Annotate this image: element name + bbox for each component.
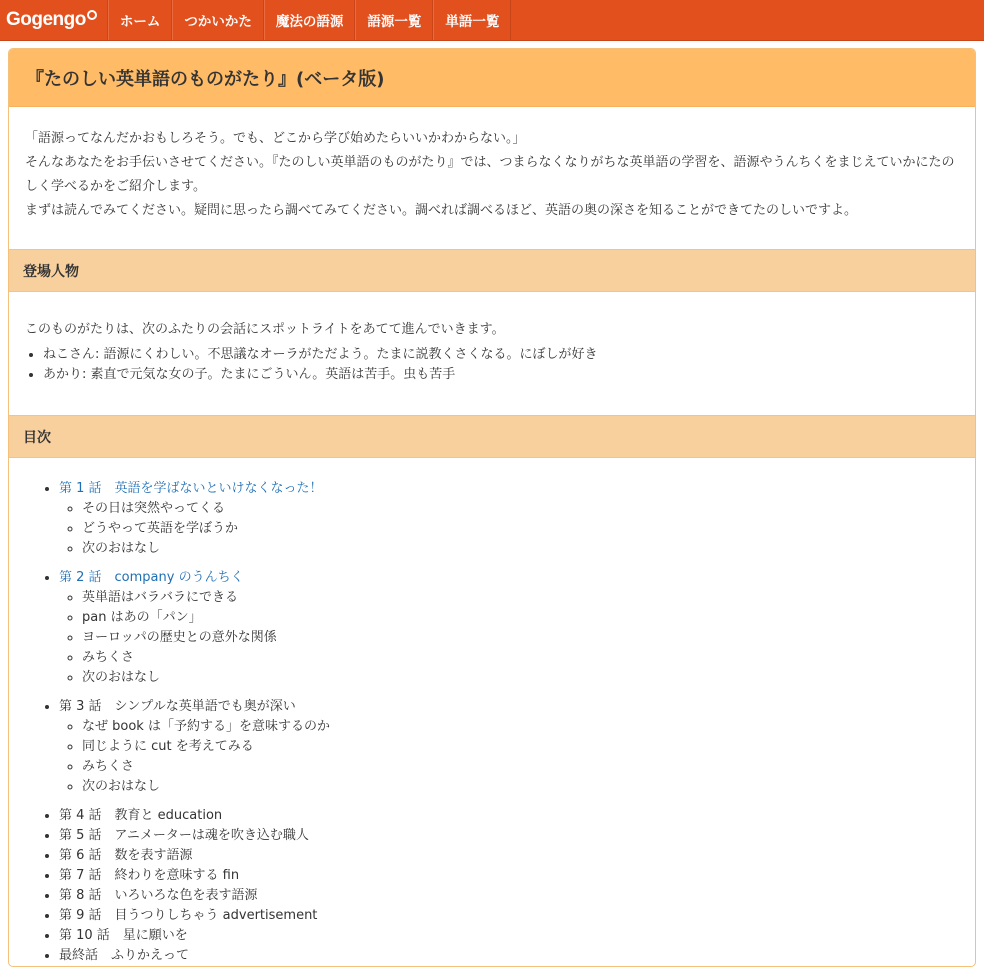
chapter-1-link[interactable]: 第 1 話 英語を学ばないといけなくなった！ bbox=[59, 481, 323, 496]
toc-chapter-6: • 第 6 話 数を表す語源 bbox=[59, 846, 959, 866]
intro-description: そんなあなたをお手伝いさせてください。『たのしい英単語のものがたり』では、つまらなくなりがちな英単語の学習を、語源やうんちくをまじえていかにたのしく学べるかをご紹介します。 bbox=[25, 155, 955, 194]
toc-chapter-4: • 第 4 話 教育と education bbox=[59, 806, 959, 826]
toc-body bbox=[9, 458, 975, 966]
list-item: ◦ pan はあの「パン」 bbox=[82, 608, 959, 628]
character-akari: • あかり: 素直で元気な女の子。たまにごういん。英語は苦手。虫も苦手 bbox=[43, 365, 959, 385]
page-title: 『たのしい英単語のものがたり』(ベータ版) bbox=[26, 68, 385, 90]
toc-list bbox=[25, 479, 959, 966]
list-item: ◦ 次のおはなし bbox=[82, 777, 959, 797]
main-panel bbox=[8, 48, 976, 967]
toc-header bbox=[9, 415, 975, 458]
list-item: ◦ みちくさ bbox=[82, 757, 959, 777]
toc-chapter-10: • 第 10 話 星に願いを bbox=[59, 926, 959, 946]
chapter-2-link[interactable]: 第 2 話 company のうんちく bbox=[59, 570, 244, 585]
brand-name: Gogengo bbox=[6, 9, 86, 30]
top-navbar bbox=[0, 0, 984, 41]
list-item: ◦ 英単語はバラバラにできる bbox=[82, 588, 959, 608]
chapter-1-sections bbox=[59, 499, 959, 559]
list-item: ◦ なぜ book は「予約する」を意味するのか bbox=[82, 717, 959, 737]
nav-home[interactable]: ホーム bbox=[108, 0, 173, 40]
characters-heading: 登場人物 bbox=[23, 263, 79, 280]
list-item: ◦ 同じように cut を考えてみる bbox=[82, 737, 959, 757]
toc-chapter-9: • 第 9 話 目うつりしちゃう advertisement bbox=[59, 906, 959, 926]
chapter-2-sections bbox=[59, 588, 959, 688]
list-item: ◦ その日は突然やってくる bbox=[82, 499, 959, 519]
logo-mark-icon bbox=[87, 10, 97, 20]
list-item: ◦ 次のおはなし bbox=[82, 668, 959, 688]
toc-final-chapter: • 最終話 ふりかえって bbox=[59, 946, 959, 966]
characters-body bbox=[9, 292, 975, 415]
nav-word-list[interactable]: 単語一覧 bbox=[433, 0, 511, 40]
list-item: ◦ どうやって英語を学ぼうか bbox=[82, 519, 959, 539]
toc-chapter-7: • 第 7 話 終わりを意味する fin bbox=[59, 866, 959, 886]
toc-chapter-5: • 第 5 話 アニメーターは魂を吹き込む職人 bbox=[59, 826, 959, 846]
toc-chapter-3 bbox=[59, 697, 959, 797]
nav-how-to-use[interactable]: つかいかた bbox=[172, 0, 264, 40]
list-item: ◦ みちくさ bbox=[82, 648, 959, 668]
toc-heading: 目次 bbox=[23, 429, 51, 446]
brand-logo[interactable] bbox=[0, 0, 108, 40]
characters-header bbox=[9, 249, 975, 292]
list-item: ◦ ヨーロッパの歴史との意外な関係 bbox=[82, 628, 959, 648]
intro-encouragement: まずは読んでみてください。疑問に思ったら調べてみてください。調べれば調べるほど、英語の奥の深さを知ることができてたのしいですよ。 bbox=[25, 203, 858, 218]
characters-list bbox=[25, 345, 959, 385]
chapter-3-sections bbox=[59, 717, 959, 797]
characters-lead: このものがたりは、次のふたりの会話にスポットライトをあてて進んでいきます。 bbox=[25, 322, 505, 337]
nav-magic-etymology[interactable]: 魔法の語源 bbox=[264, 0, 356, 40]
chapter-3-title: 第 3 話 シンプルな英単語でも奥が深い bbox=[59, 699, 296, 714]
toc-chapter-8: • 第 8 話 いろいろな色を表す語源 bbox=[59, 886, 959, 906]
intro-quote: 「語源ってなんだかおもしろそう。でも、どこから学び始めたらいいかわからない。」 bbox=[25, 131, 526, 146]
toc-chapter-1 bbox=[59, 479, 959, 559]
nav-etymology-list[interactable]: 語源一覧 bbox=[355, 0, 433, 40]
character-neko: • ねこさん: 語源にくわしい。不思議なオーラがただよう。たまに説教くさくなる。にぼしが好き bbox=[43, 345, 959, 365]
list-item: ◦ 次のおはなし bbox=[82, 539, 959, 559]
intro-section bbox=[9, 107, 975, 249]
panel-header bbox=[9, 49, 975, 107]
toc-chapter-2 bbox=[59, 568, 959, 688]
